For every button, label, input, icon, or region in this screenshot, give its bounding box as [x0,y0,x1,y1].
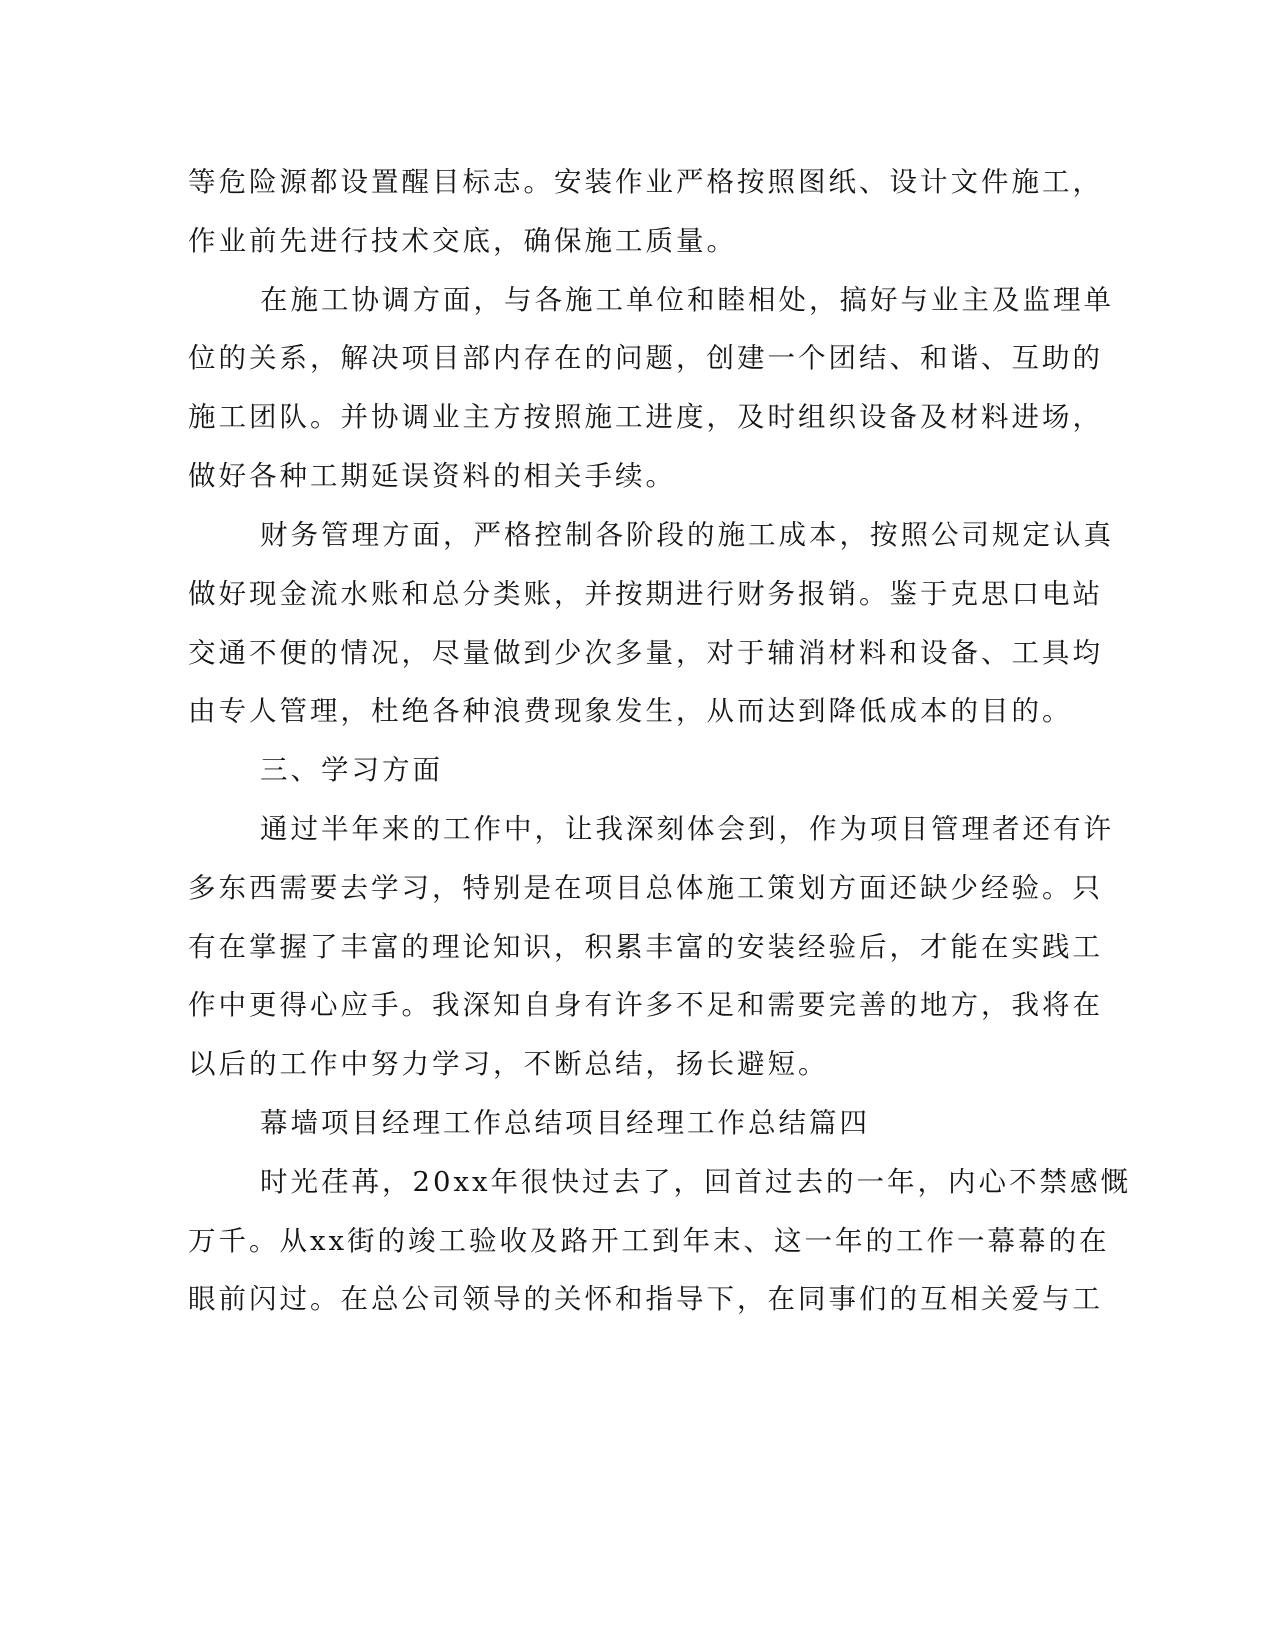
paragraph-start: 在施工协调方面，与各施工单位和睦相处，搞好与业主及监理单 [260,284,1114,316]
text-line: 以后的工作中努力学习，不断总结，扬长避短。 [188,1048,829,1080]
text-line: 做好现金流水账和总分类账，并按期进行财务报销。鉴于克思口电站 [188,578,1103,610]
text-line: 多东西需要去学习，特别是在项目总体施工策划方面还缺少经验。只 [188,872,1103,904]
text-line: 眼前闪过。在总公司领导的关怀和指导下，在同事们的互相关爱与工 [188,1283,1103,1315]
text-line: 做好各种工期延误资料的相关手续。 [188,460,676,492]
paragraph-start: 通过半年来的工作中，让我深刻体会到，作为项目管理者还有许 [260,813,1114,845]
text-line: 万千。从xx街的竣工验收及路开工到年末、这一年的工作一幕幕的在 [188,1225,1110,1257]
section-heading: 三、学习方面 [260,754,443,786]
text-line: 作中更得心应手。我深知自身有许多不足和需要完善的地方，我将在 [188,989,1103,1021]
text-line: 有在掌握了丰富的理论知识，积累丰富的安装经验后，才能在实践工 [188,931,1103,963]
paragraph-start: 时光荏苒，20xx年很快过去了，回首过去的一年，内心不禁感慨 [260,1166,1132,1198]
text-line: 位的关系，解决项目部内存在的问题，创建一个团结、和谐、互助的 [188,342,1103,374]
text-line: 由专人管理，杜绝各种浪费现象发生，从而达到降低成本的目的。 [188,695,1073,727]
text-line: 作业前先进行技术交底，确保施工质量。 [188,225,737,257]
text-line: 等危险源都设置醒目标志。安装作业严格按照图纸、设计文件施工， [188,166,1103,198]
article-title: 幕墙项目经理工作总结项目经理工作总结篇四 [260,1107,870,1139]
text-line: 交通不便的情况，尽量做到少次多量，对于辅消材料和设备、工具均 [188,637,1103,669]
paragraph-start: 财务管理方面，严格控制各阶段的施工成本，按照公司规定认真 [260,519,1114,551]
text-line: 施工团队。并协调业主方按照施工进度，及时组织设备及材料进场， [188,401,1103,433]
